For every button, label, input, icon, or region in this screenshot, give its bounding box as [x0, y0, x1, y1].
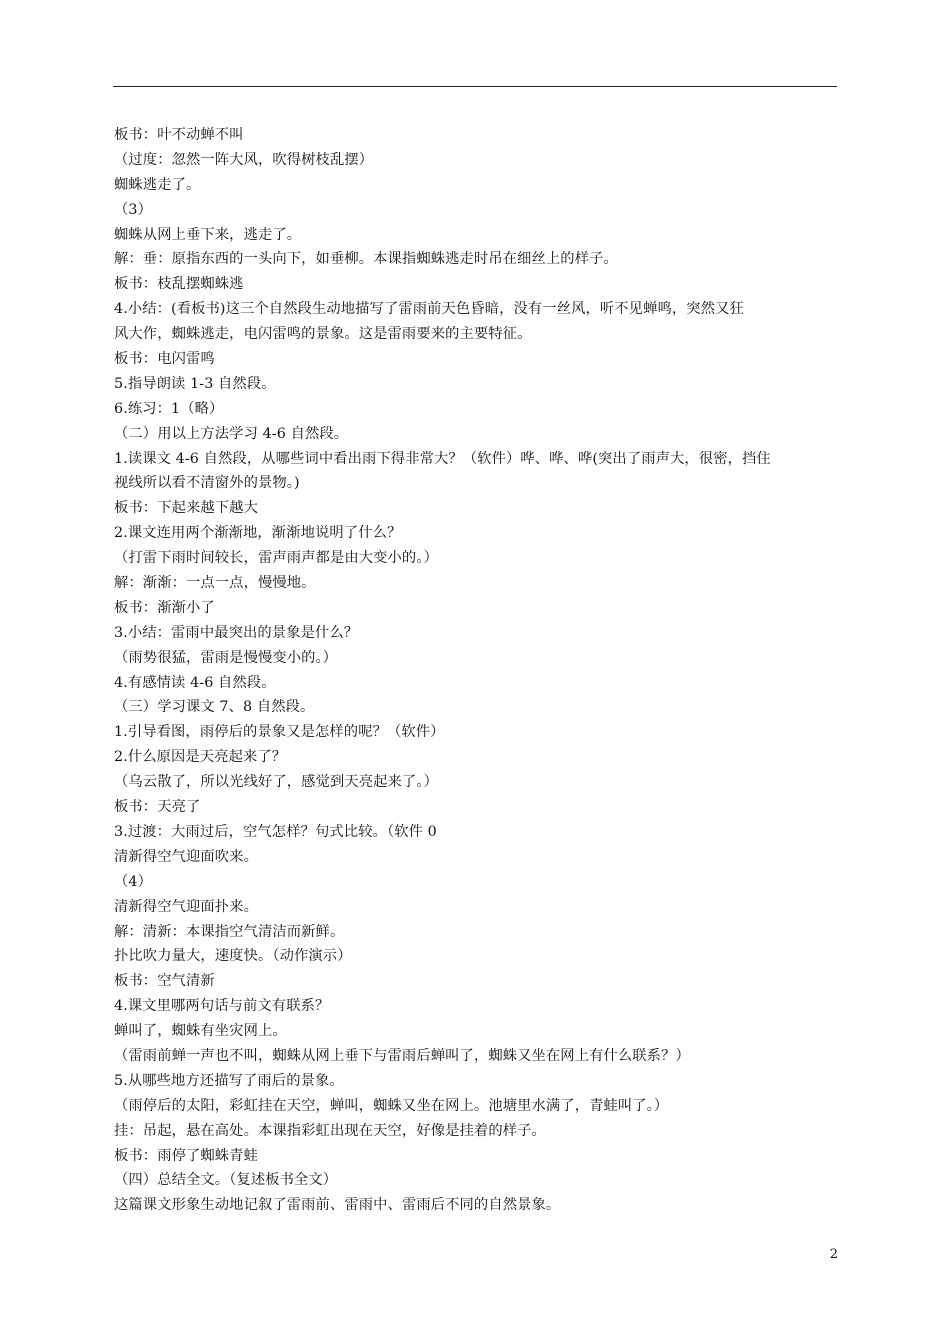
text-line: 蜘蛛从网上垂下来，逃走了。	[114, 226, 302, 243]
text-line: （四）总结全文。（复述板书全文）	[114, 1172, 338, 1189]
text-line: 清新得空气迎面扑来。	[114, 898, 258, 915]
text-line: 4.课文里哪两句话与前文有联系？	[114, 998, 330, 1015]
text-line: 6.练习：1（略）	[114, 400, 224, 417]
text-line: 解：垂：原指东西的一头向下，如垂柳。本课指蜘蛛逃走时吊在细丝上的样子。	[114, 251, 618, 268]
text-line: （3）	[114, 201, 152, 218]
text-line: （雨势很猛，雷雨是慢慢变小的。）	[114, 649, 338, 666]
text-line: 蝉叫了，蜘蛛有坐灾网上。	[114, 1023, 287, 1040]
text-line: 解：渐渐：一点一点，慢慢地。	[114, 575, 316, 592]
text-line: 板书：叶不动蝉不叫	[114, 127, 244, 143]
page-number: 2	[829, 1247, 838, 1262]
text-line: （三）学习课文 7、8 自然段。	[114, 699, 315, 716]
text-line: （打雷下雨时间较长，雷声雨声都是由大变小的。）	[114, 550, 438, 567]
text-line: 3.过渡：大雨过后，空气怎样？句式比较。（软件 0	[114, 823, 437, 840]
text-line: 5.从哪些地方还描写了雨后的景象。	[114, 1072, 344, 1089]
text-line: 这篇课文形象生动地记叙了雷雨前、雷雨中、雷雨后不同的自然景象。	[114, 1197, 561, 1214]
text-line: 清新得空气迎面吹来。	[114, 848, 258, 865]
text-line: 1.引导看图，雨停后的景象又是怎样的呢？（软件）	[114, 724, 445, 741]
text-line: 5.指导朗读 1-3 自然段。	[114, 375, 276, 392]
text-line: （过度：忽然一阵大风，吹得树枝乱摆）	[114, 151, 374, 168]
text-line: 扑比吹力量大，速度快。（动作演示）	[114, 948, 352, 965]
text-line: 4.有感情读 4-6 自然段。	[114, 674, 276, 691]
text-line: （雷雨前蝉一声也不叫，蜘蛛从网上垂下与雷雨后蝉叫了，蜘蛛又坐在网上有什么联系？）	[114, 1047, 690, 1064]
text-line: 板书：下起来越下越大	[114, 500, 258, 517]
text-line: （4）	[114, 873, 152, 890]
text-line: 2.课文连用两个渐渐地，渐渐地说明了什么？	[114, 525, 402, 542]
text-line: 板书：空气清新	[114, 973, 215, 990]
text-line: 3.小结：雷雨中最突出的景象是什么？	[114, 624, 359, 641]
text-line: 板书：枝乱摆蜘蛛逃	[114, 276, 244, 293]
text-line: （二）用以上方法学习 4-6 自然段。	[114, 425, 349, 442]
text-line: 4.小结：(看板书)这三个自然段生动地描写了雷雨前天色昏暗，没有一丝风，听不见蝉鸣，突然又狂	[114, 301, 744, 318]
text-line: （乌云散了，所以光线好了，感觉到天亮起来了。）	[114, 774, 438, 791]
text-line: 挂：吊起，悬在高处。本课指彩虹出现在天空，好像是挂着的样子。	[114, 1122, 546, 1139]
text-line: 板书：天亮了	[114, 799, 201, 816]
text-line: 板书：雨停了蜘蛛青蛙	[114, 1147, 258, 1164]
text-line: （雨停后的太阳，彩虹挂在天空，蝉叫，蜘蛛又坐在网上。池塘里水满了，青蛙叫了。）	[114, 1097, 669, 1114]
text-line: 板书：渐渐小了	[114, 599, 215, 616]
text-line: 解：清新：本课指空气清洁而新鲜。	[114, 923, 345, 940]
text-line: 蜘蛛逃走了。	[114, 176, 201, 193]
document-body	[114, 123, 838, 1218]
text-line: 2.什么原因是天亮起来了？	[114, 749, 287, 766]
header-rule	[113, 86, 837, 87]
text-line: 板书：电闪雷鸣	[114, 351, 215, 368]
text-line: 1.读课文 4-6 自然段，从哪些词中看出雨下得非常大？（软件）哗、哗、哗(突出了雨声大，很密，挡住	[114, 450, 771, 467]
text-line: 视线所以看不清窗外的景物。)	[114, 475, 300, 492]
text-line: 风大作，蜘蛛逃走，电闪雷鸣的景象。这是雷雨要来的主要特征。	[114, 326, 532, 343]
